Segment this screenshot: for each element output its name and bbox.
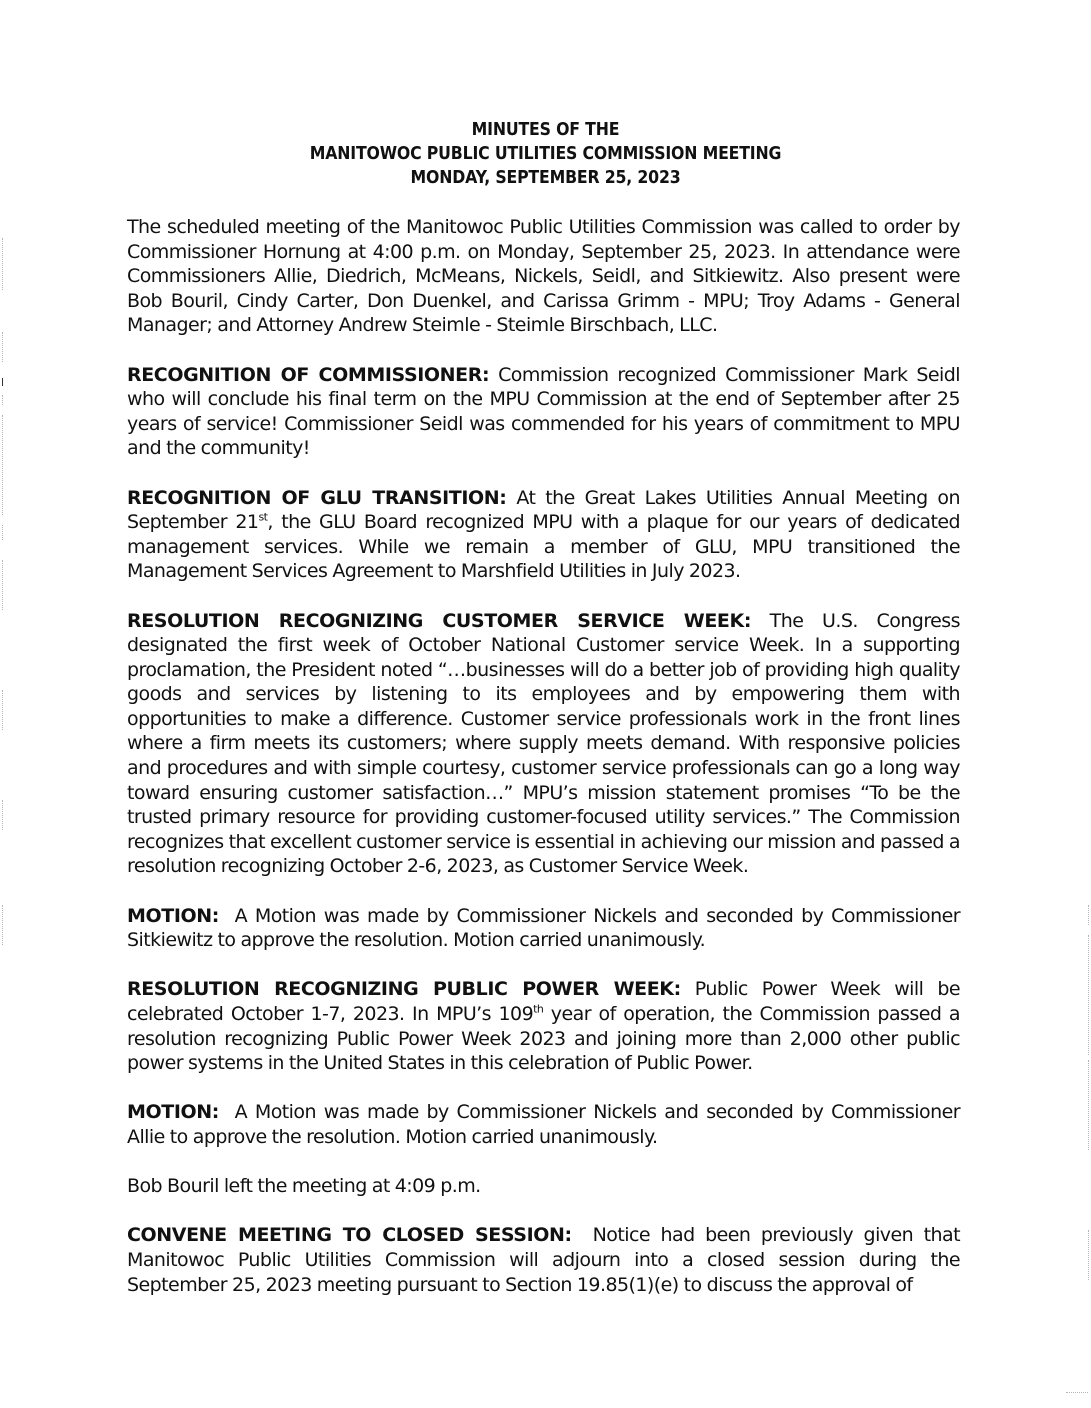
title-line: MANITOWOC PUBLIC UTILITIES COMMISSION MEETING	[309, 144, 782, 164]
opening-paragraph	[127, 215, 960, 338]
scan-artifact	[2, 415, 6, 515]
scan-artifact	[2, 332, 6, 362]
motion-section	[127, 904, 965, 953]
scan-artifact	[2, 395, 6, 405]
public-power-week-section	[127, 977, 960, 1075]
scan-artifact	[2, 690, 6, 730]
paragraph-text: year of operation, the Commission passed a resolution recognizing Public Power Week 2023 and joining more than 2,000 other public power systems in the United States in this celebration of Public Power.	[127, 1003, 960, 1075]
section-heading: RESOLUTION RECOGNIZING PUBLIC POWER WEEK:	[127, 978, 681, 1001]
recognition-commissioner-section	[127, 363, 960, 461]
paragraph-text: Public Power Week will be celebrated October 1-7, 2023. In MPU’s 109	[127, 978, 960, 1025]
section-heading: RECOGNITION OF COMMISSIONER:	[127, 363, 490, 386]
paragraph-text: Notice had been previously given that Manitowoc Public Utilities Commission will adjourn into a closed session during the September 25, 2023 meeting pursuant to Section 19.85(1)(e) to discuss the approval of	[127, 1224, 965, 1296]
ordinal-suffix: st	[258, 510, 268, 524]
paragraph-text: The scheduled meeting of the Manitowoc Public Utilities Commission was called to order by Commissioner Hornung at 4:00 p.m. on Monday, September 25, 2023. In attendance were Commissioners Allie, Diedrich, McMeans, Nickels, Seidl, and Sitkiewitz. Also present were Bob Bouril, Cindy Carter, Don Duenkel, and Carissa Grimm - MPU; Troy Adams - General Manager; and Attorney Andrew Steimle - Steimle Birschbach, LLC.	[127, 216, 960, 337]
departure-note	[127, 1174, 960, 1199]
motion-section	[127, 1100, 965, 1149]
section-heading: RESOLUTION RECOGNIZING CUSTOMER SERVICE WEEK:	[127, 609, 752, 632]
paragraph-text: A Motion was made by Commissioner Nickels and seconded by Commissioner Allie to approve the resolution. Motion carried unanimously.	[127, 1101, 965, 1148]
scan-artifact	[2, 238, 6, 290]
paragraph-text: The U.S. Congress designated the first week of October National Customer service Week. In a supporting proclamation, the President noted “…businesses will do a better job of providing high quality goods and services by listening to its employees and by empowering them with opportunities to make a difference. Customer service professionals work in the front lines where a firm meets its customers; where supply meets demand. With responsive policies and procedures and with simple courtesy, customer service professionals can go a long way toward ensuring customer satisfaction…” MPU’s mission statement promises “To be the trusted primary resource for providing customer-focused utility services.” The Commission recognizes that excellent customer service is essential in achieving our mission and passed a resolution recognizing October 2-6, 2023, as Customer Service Week.	[127, 609, 960, 878]
paragraph-text: Commission recognized Commissioner Mark Seidl who will conclude his final term on the MPU Commission at the end of September after 25 years of service! Commissioner Seidl was commended for his years of commitment to MPU and the community!	[127, 363, 960, 460]
document-body	[127, 215, 965, 1322]
scan-artifact	[2, 800, 6, 830]
ordinal-suffix: th	[533, 1002, 544, 1016]
paragraph-text: A Motion was made by Commissioner Nickels and seconded by Commissioner Sitkiewitz to approve the resolution. Motion carried unanimously.	[127, 904, 965, 952]
closed-session-section	[127, 1223, 965, 1297]
customer-service-week-section	[127, 609, 960, 880]
section-heading: MOTION:	[127, 904, 219, 927]
section-heading: RECOGNITION OF GLU TRANSITION:	[127, 486, 507, 509]
paragraph-text: At the Great Lakes Utilities Annual Meeting on September 21	[127, 486, 960, 534]
recognition-glu-section	[127, 486, 960, 584]
title-line: MINUTES OF THE	[471, 120, 620, 140]
paragraph-text: Bob Bouril left the meeting at 4:09 p.m.	[127, 1175, 481, 1198]
title-line: MONDAY, SEPTEMBER 25, 2023	[410, 168, 681, 188]
section-heading: CONVENE MEETING TO CLOSED SESSION:	[127, 1224, 572, 1247]
document-title	[0, 118, 1091, 190]
paragraph-text: , the GLU Board recognized MPU with a plaque for our years of dedicated management services. While we remain a member of GLU, MPU transitioned the Management Services Agreement to Marshfield Utilities in July 2023.	[127, 511, 961, 583]
scan-artifact	[2, 525, 6, 540]
scan-artifact	[2, 378, 3, 386]
scan-artifact	[2, 905, 6, 945]
scan-artifact	[2, 560, 6, 610]
section-heading: MOTION:	[127, 1101, 219, 1124]
scan-artifact	[1066, 1392, 1088, 1394]
